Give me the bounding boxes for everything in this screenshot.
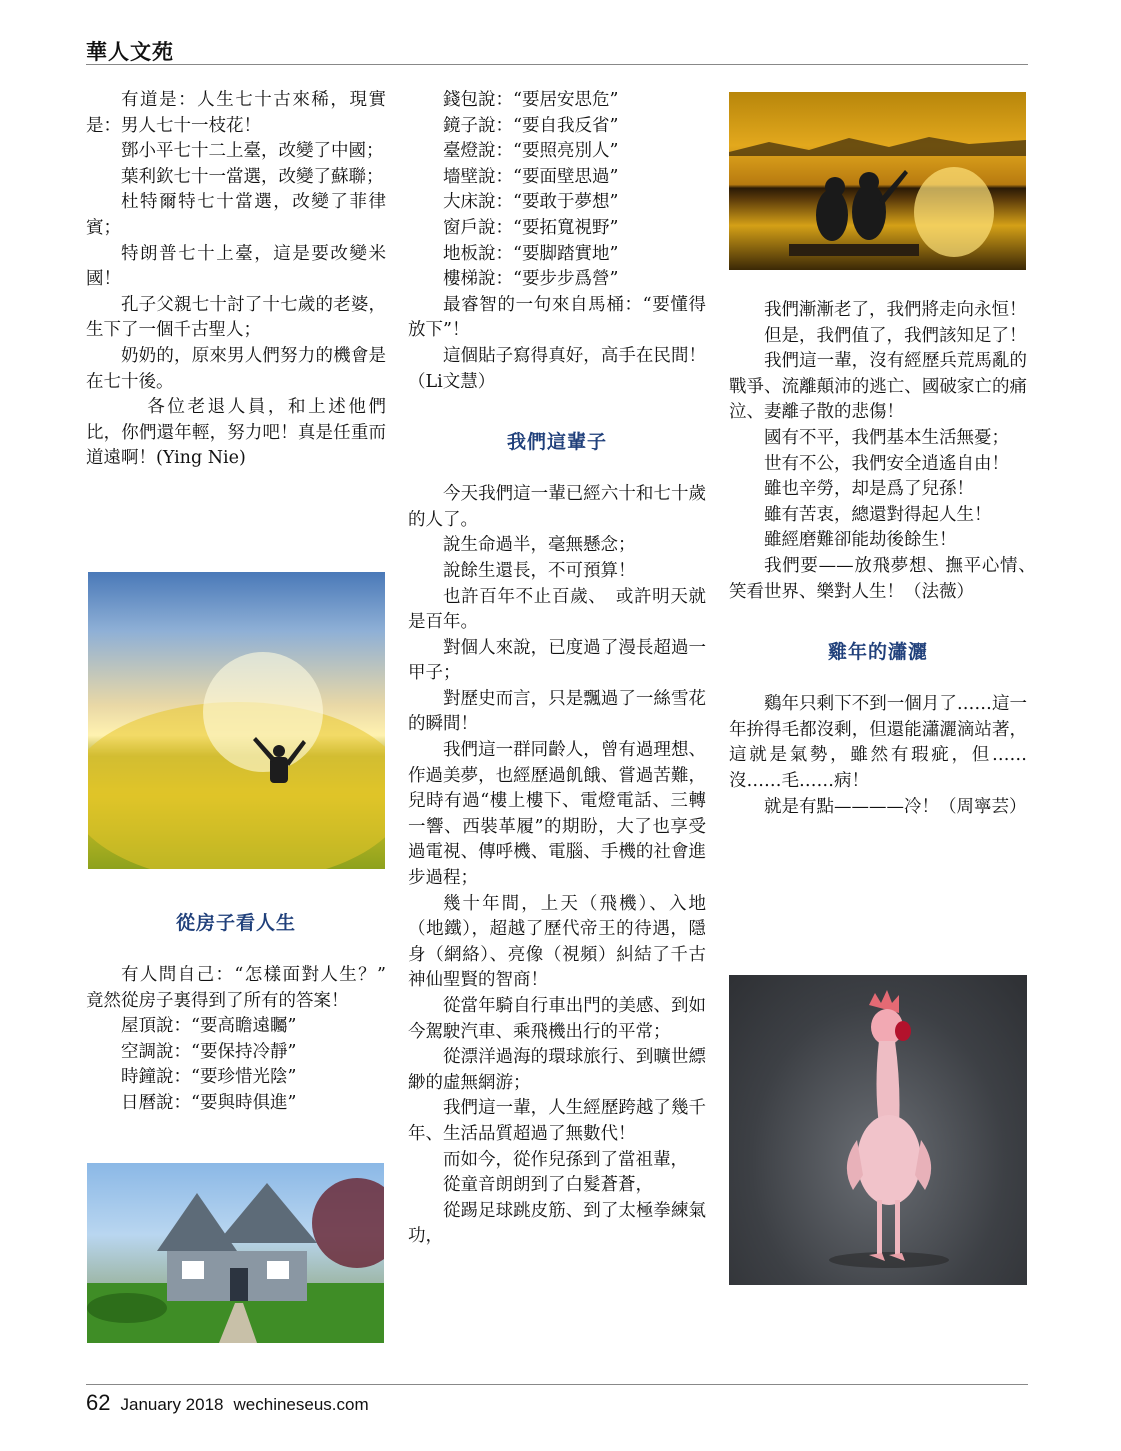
paragraph: 我們漸漸老了，我們將走向永恒！ bbox=[764, 300, 1027, 320]
paragraph: 樓梯說：“要步步爲營” bbox=[443, 269, 619, 290]
man-in-flower-field-photo bbox=[88, 572, 385, 869]
rooster-illustration bbox=[729, 975, 1027, 1285]
paragraph: 地板說：“要脚踏實地” bbox=[443, 243, 619, 264]
paragraph: 國有不平，我們基本生活無憂； bbox=[764, 427, 1009, 448]
paragraph: 孔子父親七十討了十七歲的老婆，生下了一個千古聖人； bbox=[86, 294, 386, 341]
paragraph: 但是，我們值了，我們該知足了！ bbox=[764, 325, 1027, 346]
paragraph: 我們這一輩，人生經歷跨越了幾千年、生活品質超過了無數代！ bbox=[408, 1098, 706, 1144]
paragraph: 錢包說：“要居安思危” bbox=[443, 90, 619, 110]
paragraph: 這個貼子寫得真好，高手在民間！（Li文慧） bbox=[408, 345, 706, 392]
featherless-rooster-photo bbox=[729, 975, 1027, 1285]
paragraph: 我們這一輩，沒有經歷兵荒馬亂的戰爭、流離顛沛的逃亡、國破家亡的痛泣、妻離子散的悲傷！ bbox=[729, 351, 1027, 423]
paragraph: 日曆說：“要與時俱進” bbox=[121, 1092, 297, 1113]
paragraph: 從當年騎自行車出門的美感、到如今駕駛汽車、乘飛機出行的平常； bbox=[408, 996, 706, 1042]
article-heading: 從房子看人生 bbox=[175, 912, 296, 934]
footer-divider bbox=[86, 1384, 1028, 1385]
paragraph: 世有不公，我們安全逍遙自由！ bbox=[764, 453, 1009, 474]
paragraph: 墻壁說：“要面壁思過” bbox=[443, 166, 619, 187]
paragraph: 對個人來說，已度過了漫長超過一甲子； bbox=[408, 637, 706, 684]
paragraph: 從童音朗朗到了白髮蒼蒼， bbox=[443, 1175, 653, 1196]
paragraph: 各位老退人員，和上述他們比，你們還年輕，努力吧！真是任重而道遠啊！(Ying Nie) bbox=[86, 397, 386, 469]
sunset-illustration bbox=[729, 92, 1026, 270]
paragraph: 葉利欽七十一當選，改變了蘇聯； bbox=[121, 166, 384, 187]
article-heading: 我們這輩子 bbox=[506, 431, 607, 454]
paragraph: 窗戶說：“要拓寬視野” bbox=[443, 217, 619, 238]
paragraph: 鄧小平七十二上臺，改變了中國； bbox=[121, 141, 384, 162]
paragraph: 對歷史而言，只是飄過了一絲雪花的瞬間！ bbox=[408, 688, 706, 735]
paragraph: 說餘生還長，不可預算！ bbox=[443, 560, 636, 581]
paragraph: 有道是：人生七十古來稀，現實是：男人七十一枝花！ bbox=[86, 90, 386, 136]
column-2 bbox=[408, 88, 706, 1250]
paragraph: 屋頂說：“要高瞻遠矚” bbox=[121, 1016, 297, 1037]
paragraph: 杜特爾特七十當選，改變了菲律賓； bbox=[86, 192, 386, 238]
paragraph: 空調說：“要保持冷靜” bbox=[121, 1041, 297, 1062]
paragraph: 有人問自己：“怎樣面對人生？” 竟然從房子裏得到了所有的答案！ bbox=[86, 965, 386, 1011]
article-heading: 雞年的瀟灑 bbox=[827, 641, 928, 664]
paragraph: 我們要——放飛夢想、撫平心情、 笑看世界、樂對人生！（法薇） bbox=[729, 555, 1045, 602]
paragraph: 時鐘說：“要珍惜光陰” bbox=[121, 1067, 297, 1088]
column-3 bbox=[729, 298, 1045, 820]
paragraph: 最睿智的一句來自馬桶：“要懂得放下”！ bbox=[408, 294, 706, 341]
paragraph: 也許百年不止百歲、 或許明天就是百年。 bbox=[408, 586, 706, 633]
paragraph: 就是有點————冷！（周寧芸） bbox=[764, 796, 1027, 817]
paragraph: 我們這一群同齡人，曾有過理想、作過美夢，也經歷過飢餓、嘗過苦難，兒時有過“樓上樓下、電燈電話、三轉一響、西裝革履”的期盼，大了也享受過電視、傳呼機、電腦、手機的社會進步過程； bbox=[408, 740, 706, 889]
paragraph: 雖也辛勞，却是爲了兒孫！ bbox=[764, 479, 974, 500]
website-link[interactable]: wechineseus.com bbox=[233, 1395, 369, 1414]
paragraph: 而如今，從作兒孫到了當祖輩， bbox=[443, 1149, 688, 1170]
house-with-garden-photo bbox=[87, 1163, 384, 1343]
header-divider bbox=[86, 64, 1028, 65]
house-illustration bbox=[87, 1163, 384, 1343]
house-article bbox=[86, 908, 386, 1117]
paragraph: 今天我們這一輩已經六十和七十歲的人了。 bbox=[408, 484, 706, 530]
paragraph: 從漂洋過海的環球旅行、到曠世縹緲的虛無網游； bbox=[408, 1047, 706, 1093]
paragraph: 鷄年只剩下不到一個月了……這一年拚得毛都沒剩，但還能瀟灑滴站著，這就是氣勢，雖然有瑕疵，但……沒……毛……病！ bbox=[729, 694, 1027, 791]
paragraph: 奶奶的，原來男人們努力的機會是在七十後。 bbox=[86, 345, 386, 392]
paragraph: 雖經磨難卻能劫後餘生！ bbox=[764, 530, 957, 551]
column-1 bbox=[86, 88, 386, 472]
magazine-section-title: 華人文苑 bbox=[86, 39, 174, 64]
paragraph: 特朗普七十上臺，這是要改變米國！ bbox=[86, 243, 386, 290]
paragraph: 大床說：“要敢于夢想” bbox=[443, 192, 619, 213]
paragraph: 雖有苦衷，總還對得起人生！ bbox=[764, 504, 992, 525]
page-footer bbox=[86, 1390, 369, 1416]
meadow-illustration bbox=[88, 572, 385, 869]
couple-on-bench-at-sunset-photo bbox=[729, 92, 1026, 270]
page-number: 62 bbox=[86, 1390, 111, 1415]
paragraph: 幾十年間，上天（飛機）、入地（地鐵），超越了歷代帝王的待遇，隱身（網絡）、亮像（視頻）糾結了千古神仙聖賢的智商！ bbox=[408, 893, 706, 991]
paragraph: 臺燈說：“要照亮別人” bbox=[443, 141, 619, 162]
paragraph: 從踢足球跳皮筋、到了太極拳練氣功， bbox=[408, 1200, 706, 1247]
paragraph: 說生命過半，毫無懸念； bbox=[443, 535, 636, 556]
paragraph: 鏡子說：“要自我反省” bbox=[443, 115, 619, 136]
issue-date: January 2018 bbox=[120, 1395, 224, 1414]
